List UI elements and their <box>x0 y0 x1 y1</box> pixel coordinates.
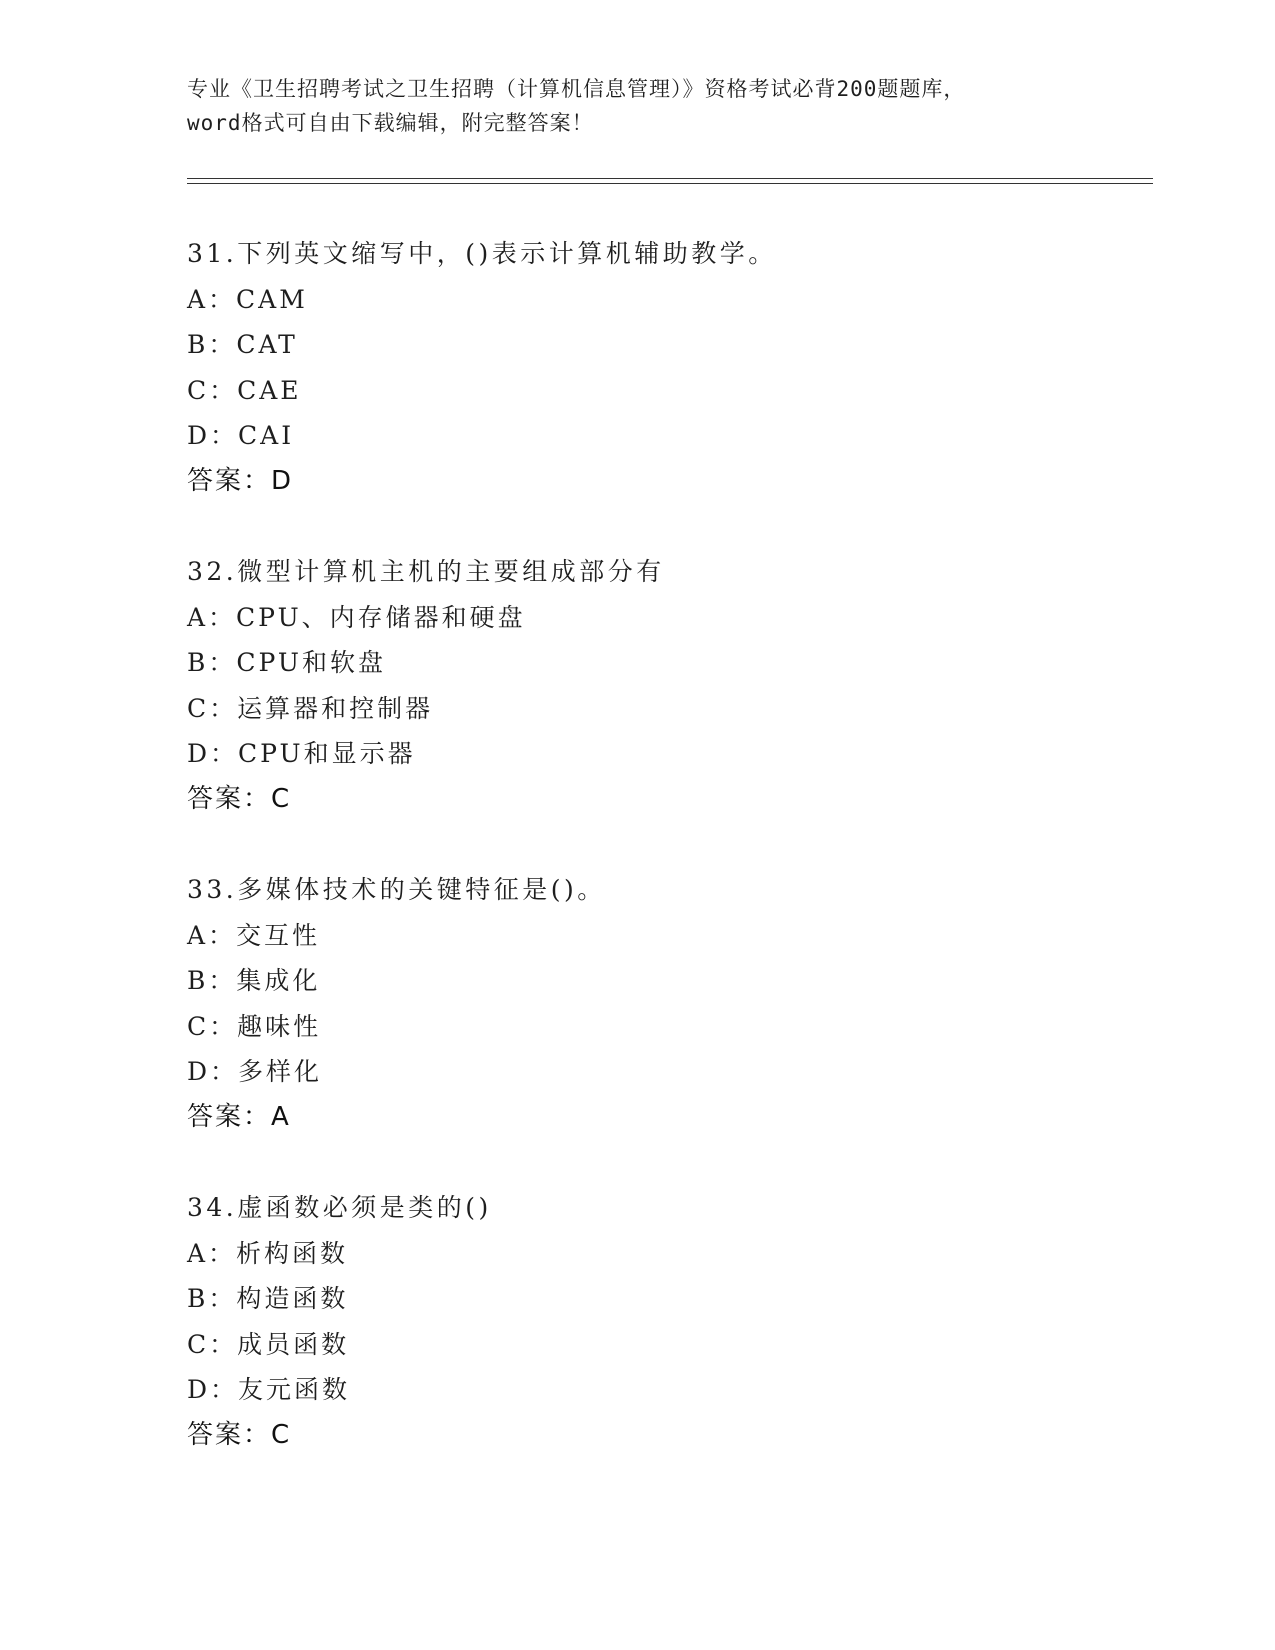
option-a: A：CAM <box>187 284 308 314</box>
option-d: D：CPU和显示器 <box>187 739 416 768</box>
option-a: A：析构函数 <box>187 1238 349 1268</box>
option-c: C：成员函数 <box>187 1329 350 1359</box>
option-a: A：交互性 <box>187 920 321 950</box>
option-a: A：CPU、内存储器和硬盘 <box>187 602 526 632</box>
question-stem: 33.多媒体技术的关键特征是()。 <box>187 875 606 904</box>
option-b: B：CPU和软盘 <box>187 648 386 677</box>
option-d: D：友元函数 <box>187 1375 351 1404</box>
option-b: B：构造函数 <box>187 1284 349 1313</box>
question-stem: 34.虚函数必须是类的() <box>187 1193 492 1222</box>
question-stem: 31.下列英文缩写中，()表示计算机辅助教学。 <box>187 239 777 268</box>
question-block-33 <box>187 867 1137 1140</box>
question-block-32 <box>187 549 1137 822</box>
question-stem: 32.微型计算机主机的主要组成部分有 <box>187 557 665 586</box>
option-b: B：CAT <box>187 330 298 359</box>
header-title-line-2: word格式可自由下载编辑，附完整答案！ <box>187 111 594 135</box>
header-title-line-1: 专业《卫生招聘考试之卫生招聘（计算机信息管理）》资格考试必背200题题库， <box>187 77 966 101</box>
option-c: C：趣味性 <box>187 1011 322 1041</box>
answer-line: 答案：A <box>187 1101 291 1132</box>
option-b: B：集成化 <box>187 966 321 995</box>
question-block-34 <box>187 1185 1137 1458</box>
option-d: D：CAI <box>187 421 295 450</box>
document-header <box>187 72 1087 140</box>
answer-line: 答案：C <box>187 1419 292 1450</box>
answer-line: 答案：C <box>187 783 292 814</box>
option-c: C：运算器和控制器 <box>187 693 434 723</box>
header-divider-bottom <box>187 183 1153 184</box>
option-c: C：CAE <box>187 375 302 405</box>
header-divider-top <box>187 178 1153 179</box>
option-d: D：多样化 <box>187 1057 323 1086</box>
answer-line: 答案：D <box>187 465 294 496</box>
question-block-31 <box>187 231 1137 504</box>
